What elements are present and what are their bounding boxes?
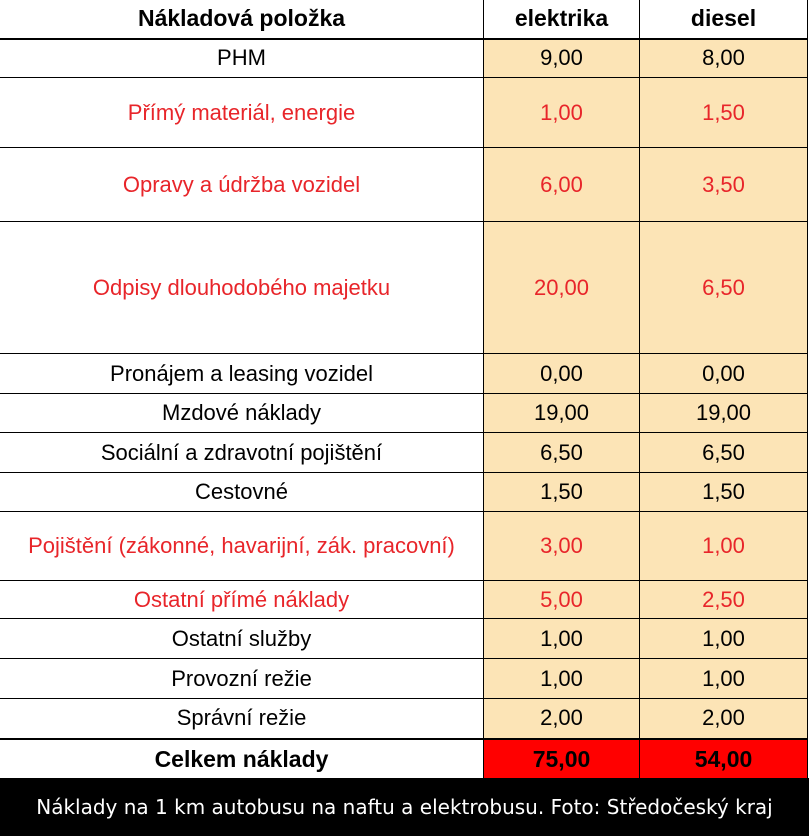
- row-value-elektrika: 20,00: [484, 222, 640, 354]
- table-row: [0, 222, 808, 354]
- table-row: [0, 394, 808, 433]
- table-row: [0, 433, 808, 473]
- row-value-diesel: 6,50: [640, 222, 808, 354]
- row-value-elektrika: 6,50: [484, 433, 640, 473]
- row-value-elektrika: 5,00: [484, 581, 640, 619]
- row-value-diesel: 1,00: [640, 619, 808, 659]
- row-label: Mzdové náklady: [0, 394, 484, 433]
- row-value-elektrika: 1,00: [484, 619, 640, 659]
- row-value-diesel: 0,00: [640, 354, 808, 394]
- row-value-elektrika: 3,00: [484, 512, 640, 581]
- row-value-elektrika: 1,00: [484, 659, 640, 699]
- table-row: [0, 39, 808, 78]
- row-value-elektrika: 9,00: [484, 39, 640, 78]
- table-row: [0, 659, 808, 699]
- row-label: Pronájem a leasing vozidel: [0, 354, 484, 394]
- row-label: Správní režie: [0, 699, 484, 739]
- total-row: [0, 739, 808, 780]
- table-row: [0, 473, 808, 512]
- row-label: Přímý materiál, energie: [0, 78, 484, 148]
- header-elektrika: elektrika: [484, 0, 640, 39]
- row-value-elektrika: 0,00: [484, 354, 640, 394]
- row-value-diesel: 2,00: [640, 699, 808, 739]
- row-value-diesel: 6,50: [640, 433, 808, 473]
- photo-caption: Náklady na 1 km autobusu na naftu a elektrobusu. Foto: Středočeský kraj: [0, 778, 809, 836]
- header-item: Nákladová položka: [0, 0, 484, 39]
- row-label: Opravy a údržba vozidel: [0, 148, 484, 222]
- row-label: Odpisy dlouhodobého majetku: [0, 222, 484, 354]
- table-header-row: [0, 0, 808, 39]
- row-value-diesel: 19,00: [640, 394, 808, 433]
- table-row: [0, 354, 808, 394]
- total-value-diesel: 54,00: [640, 739, 808, 780]
- table-row: [0, 148, 808, 222]
- table-row: [0, 512, 808, 581]
- row-value-elektrika: 1,50: [484, 473, 640, 512]
- total-value-elektrika: 75,00: [484, 739, 640, 780]
- row-value-diesel: 3,50: [640, 148, 808, 222]
- row-value-diesel: 1,00: [640, 512, 808, 581]
- table-row: [0, 581, 808, 619]
- header-diesel: diesel: [640, 0, 808, 39]
- row-value-diesel: 8,00: [640, 39, 808, 78]
- table-body: [0, 39, 808, 780]
- total-label: Celkem náklady: [0, 739, 484, 780]
- row-value-diesel: 1,50: [640, 78, 808, 148]
- table-row: [0, 699, 808, 739]
- table-row: [0, 78, 808, 148]
- row-value-elektrika: 2,00: [484, 699, 640, 739]
- row-value-diesel: 1,00: [640, 659, 808, 699]
- row-label: Provozní režie: [0, 659, 484, 699]
- row-value-elektrika: 19,00: [484, 394, 640, 433]
- row-value-elektrika: 1,00: [484, 78, 640, 148]
- row-label: Sociální a zdravotní pojištění: [0, 433, 484, 473]
- row-label: PHM: [0, 39, 484, 78]
- row-value-diesel: 2,50: [640, 581, 808, 619]
- row-label: Pojištění (zákonné, havarijní, zák. pracovní): [0, 512, 484, 581]
- row-label: Ostatní služby: [0, 619, 484, 659]
- row-label: Ostatní přímé náklady: [0, 581, 484, 619]
- table-row: [0, 619, 808, 659]
- row-value-diesel: 1,50: [640, 473, 808, 512]
- row-label: Cestovné: [0, 473, 484, 512]
- row-value-elektrika: 6,00: [484, 148, 640, 222]
